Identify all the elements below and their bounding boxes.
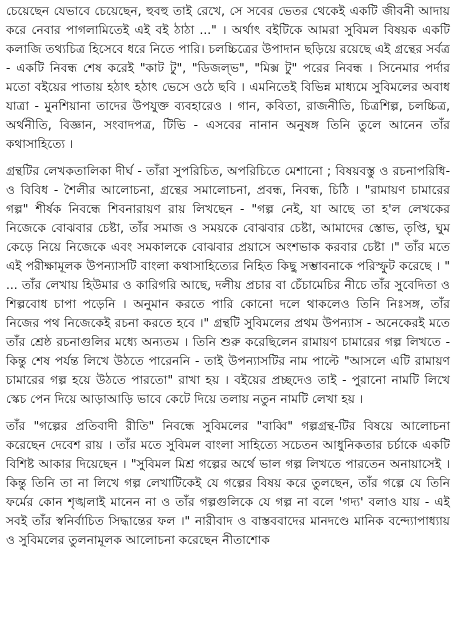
paragraph-story-technique: তাঁর "গল্পের প্রতিবাদী রীতি" নিবন্ধে সুবিমলের "বাব্বি" গল্পগ্রন্থ-টির বিষয়ে আলোচনা করেছেন দেবেশ রায় । তাঁর মতে সুবিমল বাংলা সাহিত্যে সচেতন আধুনিকতার চর্চাকে একটি বিশিষ্ট আকার দিয়েছেন । "সুবিমল মিশ্র গল্পের অর্থে ভাল গল্প লিখতে পারতেন অনায়াসেই । কিন্তু তিনি তা না লিখে গল্প লেখাটিকেই যে গল্পের বিষয় করে তুলছেন, তাঁর গল্পে যে তিনি ফর্মের কোন শৃঙ্খলাই মানেন না ও তাঁর গল্পগুলিকে যে গল্প না বলে 'গদ্য' বলাও যায় - এই সবই তাঁর স্বনির্বাচিত সিদ্ধান্তের ফল ।" নারীবাদ ও বাস্তববাদের মানদণ্ডে মানিক বন্দ্যোপাধ্যায় ও সুবিমলের তুলনামূলক আলোচনা করেছেন নীতাশোক xyxy=(6,419,450,547)
paragraph-authors-list: গ্রন্থটির লেখকতালিকা দীর্ঘ - তাঁরা সুপরিচিত, অপরিচিতে মেশানো ; বিষয়বস্তু ও রচনাপরিধি-ও বিবিধ - শৈলীর আলোচনা, গ্রন্থের সমালোচনা, প্রবন্ধ, নিবন্ধ, চিঠি । "রামায়ণ চামারের গল্প" শীর্ষক নিবন্ধে শিবনারায়ণ রায় লিখছেন - "গল্প নেই, যা আছে তা হ'ল লেখকের নিজেকে বোঝবার চেষ্টা, তাঁর সমাজ ও সময়কে বোঝবার চেষ্টা, আমাদের স্তোভ, তৃপ্তি, ঘুম কেড়ে নিয়ে নিজেকে এবং সমকালকে বোঝবার প্রয়াসে অংশভাক করবার চেষ্টা ।" তাঁর মতে এই পরীক্ষামূলক উপন্যাসটি বাংলা কথাসাহিত্যের নিহিত কিছু সম্ভাবনাকে পরিস্ফুট করেছে । " ... তাঁর লেখায় হিউমার ও কারিগরি আছে, দলীয় প্রচার বা চেঁচামেচির নীচে তাঁর সুবেদিতা ও শিল্পবোধ চাপা পড়েনি । অনুমান করতে পারি কোনো দলে থাকলেও তিনি নিঃসঙ্গ, তাঁর নিজের পথ নিজেকেই রচনা করতে হবে ।" গ্রন্থটি সুবিমলের প্রথম উপন্যাস - অনেকেরই মতে তাঁর শ্রেষ্ঠ রচনাগুলির মধ্যে অন্যতম । তিনি শুরু করেছিলেন রামায়ণ চামারের গল্প লিখতে - কিন্তু শেষ পর্যন্ত লিখে উঠতে পারেননি - তাই উপন্যাসটির নাম পাল্টে "আসলে এটি রামায়ণ চামারের গল্প হয়ে উঠতে পারতো" রাখা হয় । বইয়ের প্রচ্ছদেও তাই - পুরানো নামটি লিখে স্কেচ পেন দিয়ে আড়াআড়ি ভাবে কেটে দিয়ে তলায় নতুন নামটি লেখা হয় । xyxy=(6,164,450,406)
paragraph-intro-continuation: চেয়েছেন যেভাবে চেয়েছেন, হুবহু তাই রেখে, সে সবের ভেতর থেকেই একটি জীবনী আদায় করে নেবার পাগলামিতেই এই বই ঠাঠা ..." । অর্থাৎ বইটিকে আমরা সুবিমল বিষয়ক একটি কলাজি তথ্যচিত্র হিসেবে ধরে নিতে পারি। চলচ্চিত্রের উপাদান ছড়িয়ে রয়েছে এই গ্রন্থের সর্বত্র - একটি নিবন্ধ শেষ করেই "কাট টু", "ডিজল্ভ", "মিক্স টু" পরের নিবন্ধ । সিনেমার পর্দার মতো বইয়ের পাতায় হঠাৎ হঠাৎ ভেসে ওঠে ছবি । এমনিতেই বিভিন্ন মাধ্যমে সুবিমলের অবাধ যাত্রা - মুনশিয়ানা তাদের উপযুক্ত ব্যবহারেও । গান, কবিতা, রাজনীতি, চিত্রশিল্প, চলচ্চিত্র, অর্থনীতি, বিজ্ঞান, সংবাদপত্র, টিভি - এসবের নানান অনুষঙ্গ তিনি তুলে আনেন তাঁর কথাসাহিত্যে । xyxy=(6,4,450,151)
